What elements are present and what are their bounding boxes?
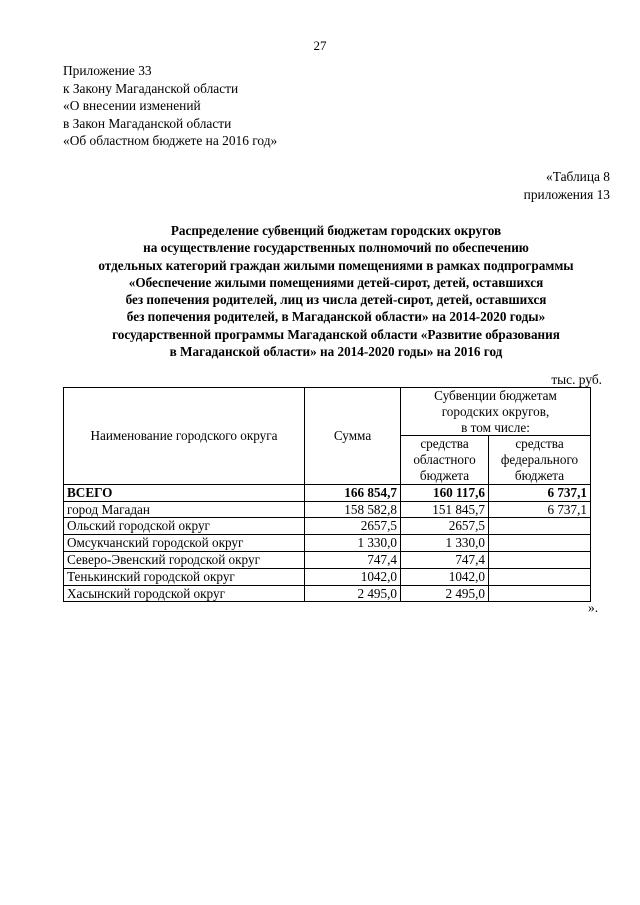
row-regional: 160 117,6 xyxy=(401,484,489,501)
row-federal xyxy=(489,568,591,585)
row-name: Ольский городской округ xyxy=(64,518,305,535)
row-federal xyxy=(489,518,591,535)
title-line: на осуществление государственных полномочий по обеспечению xyxy=(143,240,529,256)
row-regional: 1 330,0 xyxy=(401,535,489,552)
header-group-line: городских округов, xyxy=(441,403,550,419)
row-name: Омсукчанский городской округ xyxy=(64,535,305,552)
row-name: Тенькинский городской округ xyxy=(64,568,305,585)
annex-line: в Закон Магаданской области xyxy=(63,115,232,131)
row-federal xyxy=(489,551,591,568)
row-regional: 151 845,7 xyxy=(401,501,489,518)
row-sum: 158 582,8 xyxy=(305,501,401,518)
title-line: в Магаданской области» на 2014-2020 годы» на 2016 год xyxy=(169,344,503,360)
header-federal-line: средства xyxy=(515,436,564,452)
header-group xyxy=(401,388,591,436)
title-line: «Обеспечение жилыми помещениями детей-сирот, детей, оставшихся xyxy=(128,274,544,290)
page-number: 27 xyxy=(313,38,327,53)
title-line: без попечения родителей, в Магаданской области» на 2014-2020 годы» xyxy=(126,309,546,325)
subsidy-table xyxy=(63,387,591,602)
header-regional xyxy=(401,436,489,484)
table-ref-line: приложения 13 xyxy=(523,186,610,202)
annex-line: «Об областном бюджете на 2016 год» xyxy=(63,133,278,148)
title-line: государственной программы Магаданской области «Развитие образования xyxy=(112,326,560,342)
row-name: Северо-Эвенский городской округ xyxy=(64,551,305,568)
closing-mark: ». xyxy=(588,600,599,615)
row-sum: 747,4 xyxy=(305,551,401,568)
row-regional: 1042,0 xyxy=(401,568,489,585)
title-line: без попечения родителей, лиц из числа детей-сирот, детей, оставшихся xyxy=(125,292,547,308)
row-regional: 2 495,0 xyxy=(401,585,489,602)
row-federal: 6 737,1 xyxy=(489,501,591,518)
row-name: Хасынский городской округ xyxy=(64,585,305,602)
total-row xyxy=(64,484,591,501)
row-federal xyxy=(489,535,591,552)
table-ref-line: «Таблица 8 xyxy=(546,169,610,184)
title-line: отдельных категорий граждан жилыми помещениями в рамках подпрограммы xyxy=(98,257,574,273)
header-federal-line: бюджета xyxy=(514,467,565,483)
row-sum: 2657,5 xyxy=(305,518,401,535)
header-regional-line: средства xyxy=(420,436,469,452)
annex-header xyxy=(63,62,277,150)
header-federal xyxy=(489,436,591,484)
row-federal: 6 737,1 xyxy=(489,484,591,501)
row-federal xyxy=(489,585,591,602)
document-title xyxy=(60,222,612,360)
header-federal-line: федерального xyxy=(500,452,579,468)
title-line: Распределение субвенций бюджетам городских округов xyxy=(170,223,502,238)
table-row xyxy=(64,501,591,518)
row-name: ВСЕГО xyxy=(64,484,305,501)
table-row xyxy=(64,535,591,552)
header-regional-line: областного xyxy=(413,452,476,468)
row-sum: 166 854,7 xyxy=(305,484,401,501)
row-sum: 1042,0 xyxy=(305,568,401,585)
row-sum: 2 495,0 xyxy=(305,585,401,602)
table-reference xyxy=(524,168,610,203)
header-sum: Сумма xyxy=(305,388,401,485)
header-name: Наименование городского округа xyxy=(64,388,305,485)
table-row xyxy=(64,568,591,585)
row-name: город Магадан xyxy=(64,501,305,518)
table-row xyxy=(64,551,591,568)
annex-line: «О внесении изменений xyxy=(63,98,201,113)
row-regional: 2657,5 xyxy=(401,518,489,535)
row-regional: 747,4 xyxy=(401,551,489,568)
header-row xyxy=(64,388,591,436)
header-group-line: в том числе: xyxy=(461,419,530,435)
annex-line: Приложение 33 xyxy=(63,63,152,78)
annex-line: к Закону Магаданской области xyxy=(63,80,239,96)
header-group-line: Субвенции бюджетам xyxy=(434,388,557,403)
table-row xyxy=(64,585,591,602)
row-sum: 1 330,0 xyxy=(305,535,401,552)
table-row xyxy=(64,518,591,535)
units-label: тыс. руб. xyxy=(551,372,602,387)
header-regional-line: бюджета xyxy=(419,467,470,483)
